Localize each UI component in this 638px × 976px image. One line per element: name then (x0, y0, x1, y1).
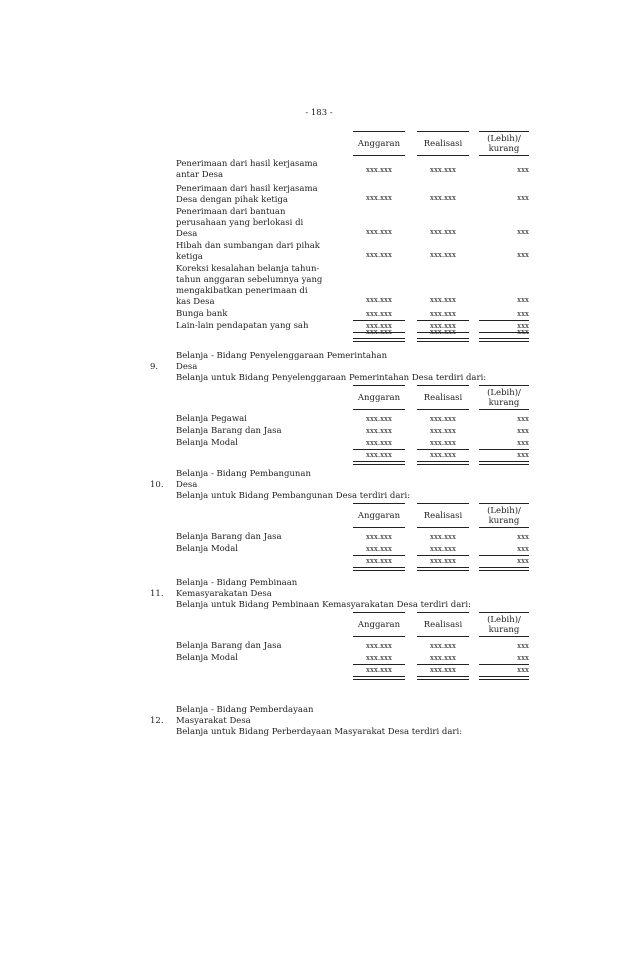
section-9-lebih-kurang-header: (Lebih)/ kurang (487, 388, 521, 408)
section-11-title: Belanja - Bidang Pembinaan (176, 578, 298, 588)
section-11-anggaran-header: Anggaran (357, 620, 401, 630)
section-9-row-realisasi-value: xxx.xxx (430, 415, 456, 423)
section-10-row-lebih-kurang-value: xxx (517, 533, 529, 541)
table1-row-realisasi-value: xxx.xxx (430, 194, 456, 202)
section-11-title: Kemasyarakatan Desa (176, 589, 272, 599)
table1-row-label: tahun anggaran sebelumnya yang (176, 275, 323, 285)
section-10-row-realisasi-value: xxx.xxx (430, 533, 456, 541)
table1-row-label: antar Desa (176, 170, 224, 180)
section-9-row-anggaran-value: xxx.xxx (366, 439, 392, 447)
table1-row-realisasi-value: xxx.xxx (430, 296, 456, 304)
table1-total-double-rule (353, 338, 405, 342)
table1-row-lebih-kurang-value: xxx (517, 310, 529, 318)
table1-row-label: Hibah dan sumbangan dari pihak (176, 241, 320, 251)
section-11-row-lebih-kurang-value: xxx (517, 654, 529, 662)
table1-row-anggaran-value: xxx.xxx (366, 310, 392, 318)
section-10-number: 10. (150, 480, 164, 490)
section-10-top-rule (479, 503, 529, 504)
table1-total-double-rule (479, 338, 529, 342)
table1-row-lebih-kurang-value: xxx (517, 194, 529, 202)
table1-row-lebih-kurang-value: xxx (517, 166, 529, 174)
table1-total-double-rule (417, 338, 469, 342)
table1-row-anggaran-value: xxx.xxx (366, 296, 392, 304)
section-9-row-lebih-kurang-value: xxx (517, 415, 529, 423)
table1-row-anggaran-value: xxx.xxx (366, 166, 392, 174)
table1-total-realisasi-value: xxx.xxx (430, 328, 456, 336)
table1-row-label: Desa (176, 229, 198, 239)
section-9-title: Belanja - Bidang Penyelenggaraan Pemerintahan (176, 351, 388, 361)
table1-row-lebih-kurang-value: xxx (517, 228, 529, 236)
section-9-title: Desa (176, 362, 198, 372)
table1-header-rule (479, 155, 529, 156)
table1-row-label: ketiga (176, 252, 203, 262)
section-11-total-double-rule (353, 676, 405, 680)
section-9-row-realisasi-value: xxx.xxx (430, 427, 456, 435)
section-9-row-realisasi-value: xxx.xxx (430, 439, 456, 447)
section-10-total-lebih-kurang-value: xxx (517, 557, 529, 565)
section-12-intro: Belanja untuk Bidang Perberdayaan Masyarakat Desa terdiri dari: (176, 727, 463, 737)
table1-row-realisasi-value: xxx.xxx (430, 251, 456, 259)
section-10-title: Desa (176, 480, 198, 490)
table1-row-label: Bunga bank (176, 309, 228, 319)
section-10-row-anggaran-value: xxx.xxx (366, 545, 392, 553)
table1-top-rule (353, 131, 405, 132)
table1-row-realisasi-value: xxx.xxx (430, 166, 456, 174)
section-9-realisasi-header: Realisasi (423, 393, 463, 403)
section-11-row-realisasi-value: xxx.xxx (430, 642, 456, 650)
section-9-top-rule (479, 385, 529, 386)
section-10-total-anggaran-value: xxx.xxx (366, 557, 392, 565)
section-10-anggaran-header: Anggaran (357, 511, 401, 521)
section-12-title: Belanja - Bidang Pemberdayaan (176, 705, 314, 715)
table1-row-label: kas Desa (176, 297, 215, 307)
section-10-realisasi-header: Realisasi (423, 511, 463, 521)
section-11-top-rule (479, 612, 529, 613)
table1-top-rule (479, 131, 529, 132)
section-10-row-label: Belanja Modal (176, 544, 238, 554)
table1-row-anggaran-value: xxx.xxx (366, 322, 392, 330)
section-10-header-rule (417, 527, 469, 528)
section-9-total-realisasi-value: xxx.xxx (430, 451, 456, 459)
section-10-total-double-rule (353, 567, 405, 571)
section-10-header-rule (353, 527, 405, 528)
section-11-lebih-kurang-header: (Lebih)/ kurang (487, 615, 521, 635)
section-9-header-rule (353, 409, 405, 410)
section-9-number: 9. (150, 362, 159, 372)
table1-anggaran-header: Anggaran (357, 139, 401, 149)
section-9-row-label: Belanja Barang dan Jasa (176, 426, 282, 436)
table1-row-lebih-kurang-value: xxx (517, 251, 529, 259)
table1-row-label: Penerimaan dari hasil kerjasama (176, 184, 318, 194)
section-9-total-double-rule (353, 461, 405, 465)
section-11-number: 11. (150, 589, 164, 599)
table1-row-label: Koreksi kesalahan belanja tahun- (176, 264, 320, 274)
section-9-total-double-rule (417, 461, 469, 465)
table1-realisasi-header: Realisasi (423, 139, 463, 149)
section-11-total-realisasi-value: xxx.xxx (430, 666, 456, 674)
section-9-intro: Belanja untuk Bidang Penyelenggaraan Pemerintahan Desa terdiri dari: (176, 373, 487, 383)
section-9-row-anggaran-value: xxx.xxx (366, 427, 392, 435)
section-11-row-anggaran-value: xxx.xxx (366, 654, 392, 662)
table1-row-realisasi-value: xxx.xxx (430, 322, 456, 330)
table1-row-lebih-kurang-value: xxx (517, 322, 529, 330)
section-11-total-anggaran-value: xxx.xxx (366, 666, 392, 674)
section-10-row-lebih-kurang-value: xxx (517, 545, 529, 553)
table1-lebih-kurang-header: (Lebih)/ kurang (487, 134, 521, 154)
section-11-intro: Belanja untuk Bidang Pembinaan Kemasyarakatan Desa terdiri dari: (176, 600, 471, 610)
table1-row-label: perusahaan yang berlokasi di (176, 218, 304, 228)
table1-total-lebih-kurang-value: xxx (517, 328, 529, 336)
section-11-row-realisasi-value: xxx.xxx (430, 654, 456, 662)
section-12-number: 12. (150, 716, 164, 726)
section-11-total-double-rule (417, 676, 469, 680)
table1-row-anggaran-value: xxx.xxx (366, 228, 392, 236)
section-9-row-lebih-kurang-value: xxx (517, 427, 529, 435)
table1-row-anggaran-value: xxx.xxx (366, 251, 392, 259)
section-9-anggaran-header: Anggaran (357, 393, 401, 403)
section-9-row-lebih-kurang-value: xxx (517, 439, 529, 447)
table1-row-label: Penerimaan dari hasil kerjasama (176, 159, 318, 169)
section-10-lebih-kurang-header: (Lebih)/ kurang (487, 506, 521, 526)
section-10-total-realisasi-value: xxx.xxx (430, 557, 456, 565)
section-10-row-realisasi-value: xxx.xxx (430, 545, 456, 553)
section-9-header-rule (479, 409, 529, 410)
section-10-intro: Belanja untuk Bidang Pembangunan Desa terdiri dari: (176, 491, 411, 501)
section-9-top-rule (417, 385, 469, 386)
section-11-total-lebih-kurang-value: xxx (517, 666, 529, 674)
section-11-header-rule (353, 636, 405, 637)
table1-row-realisasi-value: xxx.xxx (430, 310, 456, 318)
table1-row-anggaran-value: xxx.xxx (366, 194, 392, 202)
section-11-row-anggaran-value: xxx.xxx (366, 642, 392, 650)
section-10-total-double-rule (479, 567, 529, 571)
section-11-row-label: Belanja Modal (176, 653, 238, 663)
section-12-title: Masyarakat Desa (176, 716, 251, 726)
section-9-header-rule (417, 409, 469, 410)
page-number: - 183 - (305, 108, 333, 118)
section-11-header-rule (479, 636, 529, 637)
table1-top-rule (417, 131, 469, 132)
section-11-realisasi-header: Realisasi (423, 620, 463, 630)
section-10-total-double-rule (417, 567, 469, 571)
section-9-row-anggaran-value: xxx.xxx (366, 415, 392, 423)
table1-header-rule (417, 155, 469, 156)
table1-total-anggaran-value: xxx.xxx (366, 328, 392, 336)
section-9-total-anggaran-value: xxx.xxx (366, 451, 392, 459)
table1-row-realisasi-value: xxx.xxx (430, 228, 456, 236)
section-11-top-rule (353, 612, 405, 613)
section-11-row-lebih-kurang-value: xxx (517, 642, 529, 650)
section-11-total-double-rule (479, 676, 529, 680)
section-10-row-label: Belanja Barang dan Jasa (176, 532, 282, 542)
table1-row-label: Lain-lain pendapatan yang sah (176, 321, 309, 331)
table1-row-label: Desa dengan pihak ketiga (176, 195, 288, 205)
section-10-top-rule (417, 503, 469, 504)
section-11-row-label: Belanja Barang dan Jasa (176, 641, 282, 651)
section-10-header-rule (479, 527, 529, 528)
table1-row-label: mengakibatkan penerimaan di (176, 286, 308, 296)
section-9-row-label: Belanja Modal (176, 438, 238, 448)
section-10-top-rule (353, 503, 405, 504)
table1-row-lebih-kurang-value: xxx (517, 296, 529, 304)
section-10-title: Belanja - Bidang Pembangunan (176, 469, 311, 479)
table1-header-rule (353, 155, 405, 156)
section-9-total-double-rule (479, 461, 529, 465)
table1-row-label: Penerimaan dari bantuan (176, 207, 286, 217)
section-9-top-rule (353, 385, 405, 386)
section-9-row-label: Belanja Pegawai (176, 414, 247, 424)
section-11-top-rule (417, 612, 469, 613)
section-9-total-lebih-kurang-value: xxx (517, 451, 529, 459)
section-10-row-anggaran-value: xxx.xxx (366, 533, 392, 541)
section-11-header-rule (417, 636, 469, 637)
